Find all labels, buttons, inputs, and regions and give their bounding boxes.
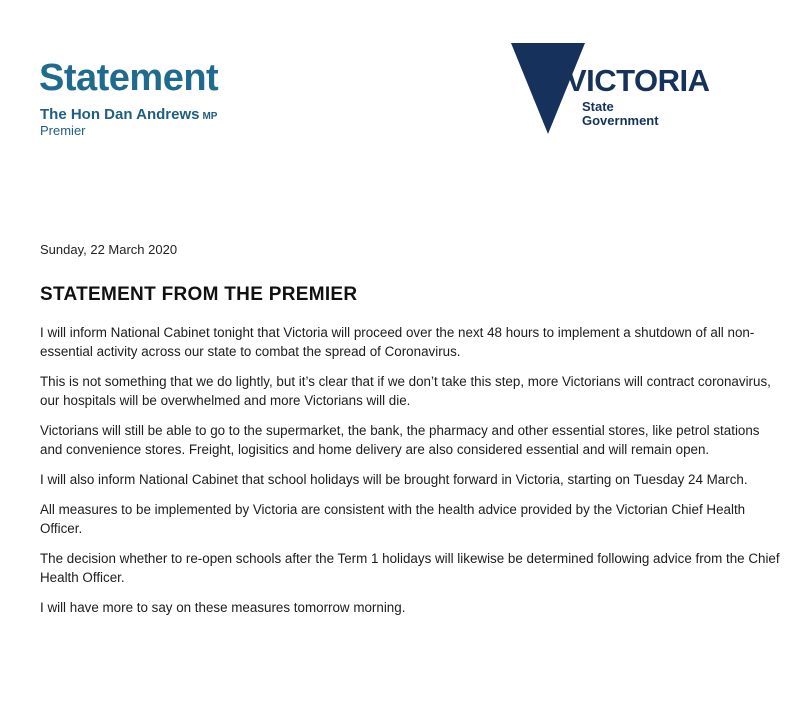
logo-line-government: Government [582,113,659,128]
statement-date: Sunday, 22 March 2020 [40,242,178,257]
paragraph: All measures to be implemented by Victoria are consistent with the health advice provided by the Victorian Chief Health Officer. [40,502,746,536]
logo-line-state: State [582,99,614,114]
paragraph: I will have more to say on these measures tomorrow morning. [40,600,406,615]
paragraph: The decision whether to re-open schools after the Term 1 holidays will likewise be determined following advice from the Chief Health Officer. [40,551,780,585]
paragraph: I will also inform National Cabinet that school holidays will be brought forward in Victoria, starting on Tuesday 24 March. [40,472,748,487]
premier-name-text: The Hon Dan Andrews [40,106,200,123]
premier-role: Premier [40,123,86,138]
statement-body [40,323,785,628]
statement-title: Statement [39,57,219,99]
premier-name-suffix: MP [202,111,218,122]
paragraph: I will inform National Cabinet tonight that Victoria will proceed over the next 48 hours to implement a shutdown of all non-essential activity across our state to combat the spread of Coronavirus. [40,325,755,359]
paragraph: This is not something that we do lightly, but it’s clear that if we don’t take this step, more Victorians will contract coronavirus, our hospitals will be overwhelmed and more Victorians will die. [40,374,771,408]
paragraph: Victorians will still be able to go to the supermarket, the bank, the pharmacy and other essential stores, like petrol stations and convenience stores. Freight, logisitics and home delivery are also considered essential and will remain open. [40,423,760,457]
logo-wordmark: VICTORIA [566,63,710,98]
statement-heading: STATEMENT FROM THE PREMIER [40,284,358,305]
